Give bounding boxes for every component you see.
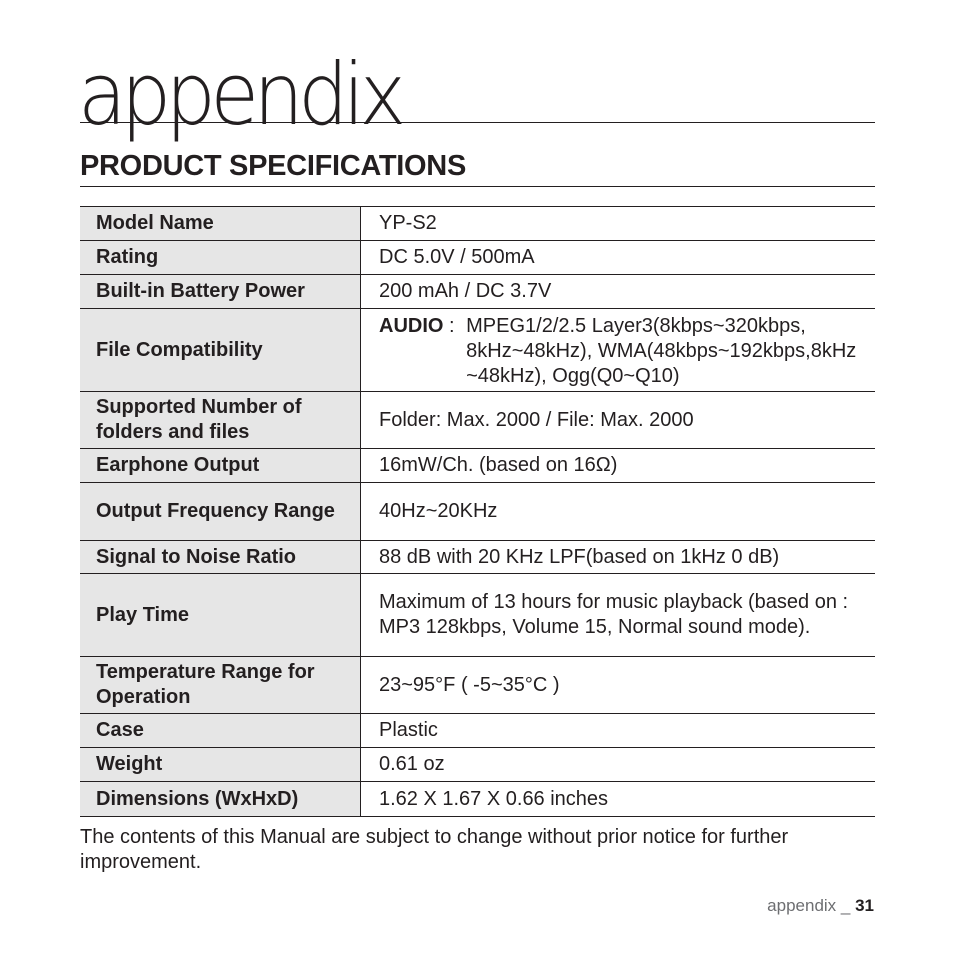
spec-value [361,309,876,392]
spec-label: Case [80,714,361,748]
spec-label: File Compatibility [80,309,361,392]
spec-label: Model Name [80,207,361,241]
spec-value: Folder: Max. 2000 / File: Max. 2000 [361,392,876,449]
spec-label: Dimensions (WxHxD) [80,782,361,817]
specifications-table [80,206,875,817]
spec-row-file-compatibility [80,309,875,392]
spec-value: Plastic [361,714,876,748]
spec-label: Signal to Noise Ratio [80,541,361,574]
spec-value: YP-S2 [361,207,876,241]
audio-formats: MPEG1/2/2.5 Layer3(8kbps~320kbps, 8kHz~48kHz), WMA(48kbps~192kbps,8kHz ~48kHz), Ogg(Q0~Q10) [466,315,857,387]
spec-label: Play Time [80,574,361,657]
spec-row-snr [80,541,875,574]
page-number: 31 [855,896,874,915]
spec-value: DC 5.0V / 500mA [361,241,876,275]
spec-value: 0.61 oz [361,748,876,782]
spec-row-weight [80,748,875,782]
section-title-rule [80,186,875,187]
spec-row-case [80,714,875,748]
spec-label: Built-in Battery Power [80,275,361,309]
spec-row-rating [80,241,875,275]
spec-label: Supported Number of folders and files [80,392,361,449]
spec-row-play-time [80,574,875,657]
spec-value: 16mW/Ch. (based on 16Ω) [361,449,876,483]
disclaimer-note: The contents of this Manual are subject to change without prior notice for further improvement. [80,826,789,873]
spec-value: 23~95°F ( -5~35°C ) [361,657,876,714]
spec-row-dimensions [80,782,875,817]
spec-row-folders [80,392,875,449]
spec-row-model-name [80,207,875,241]
spec-row-battery [80,275,875,309]
spec-row-frequency [80,483,875,541]
spec-value: 1.62 X 1.67 X 0.66 inches [361,782,876,817]
spec-label: Earphone Output [80,449,361,483]
spec-value: 200 mAh / DC 3.7V [361,275,876,309]
chapter-title-rule [80,122,875,123]
audio-format-key: AUDIO [379,315,444,337]
page-footer [767,896,874,916]
spec-label: Temperature Range for Operation [80,657,361,714]
audio-separator: : [443,315,461,337]
spec-value: 40Hz~20KHz [361,483,876,541]
chapter-title: appendix [78,45,401,145]
spec-value: Maximum of 13 hours for music playback (based on : MP3 128kbps, Volume 15, Normal sound mode). [361,574,876,657]
spec-label: Output Frequency Range [80,483,361,541]
spec-label: Rating [80,241,361,275]
spec-label: Weight [80,748,361,782]
footer-section-label: appendix _ [767,896,856,915]
section-title: PRODUCT SPECIFICATIONS [80,150,466,182]
spec-row-earphone [80,449,875,483]
spec-row-temperature [80,657,875,714]
spec-value: 88 dB with 20 KHz LPF(based on 1kHz 0 dB) [361,541,876,574]
